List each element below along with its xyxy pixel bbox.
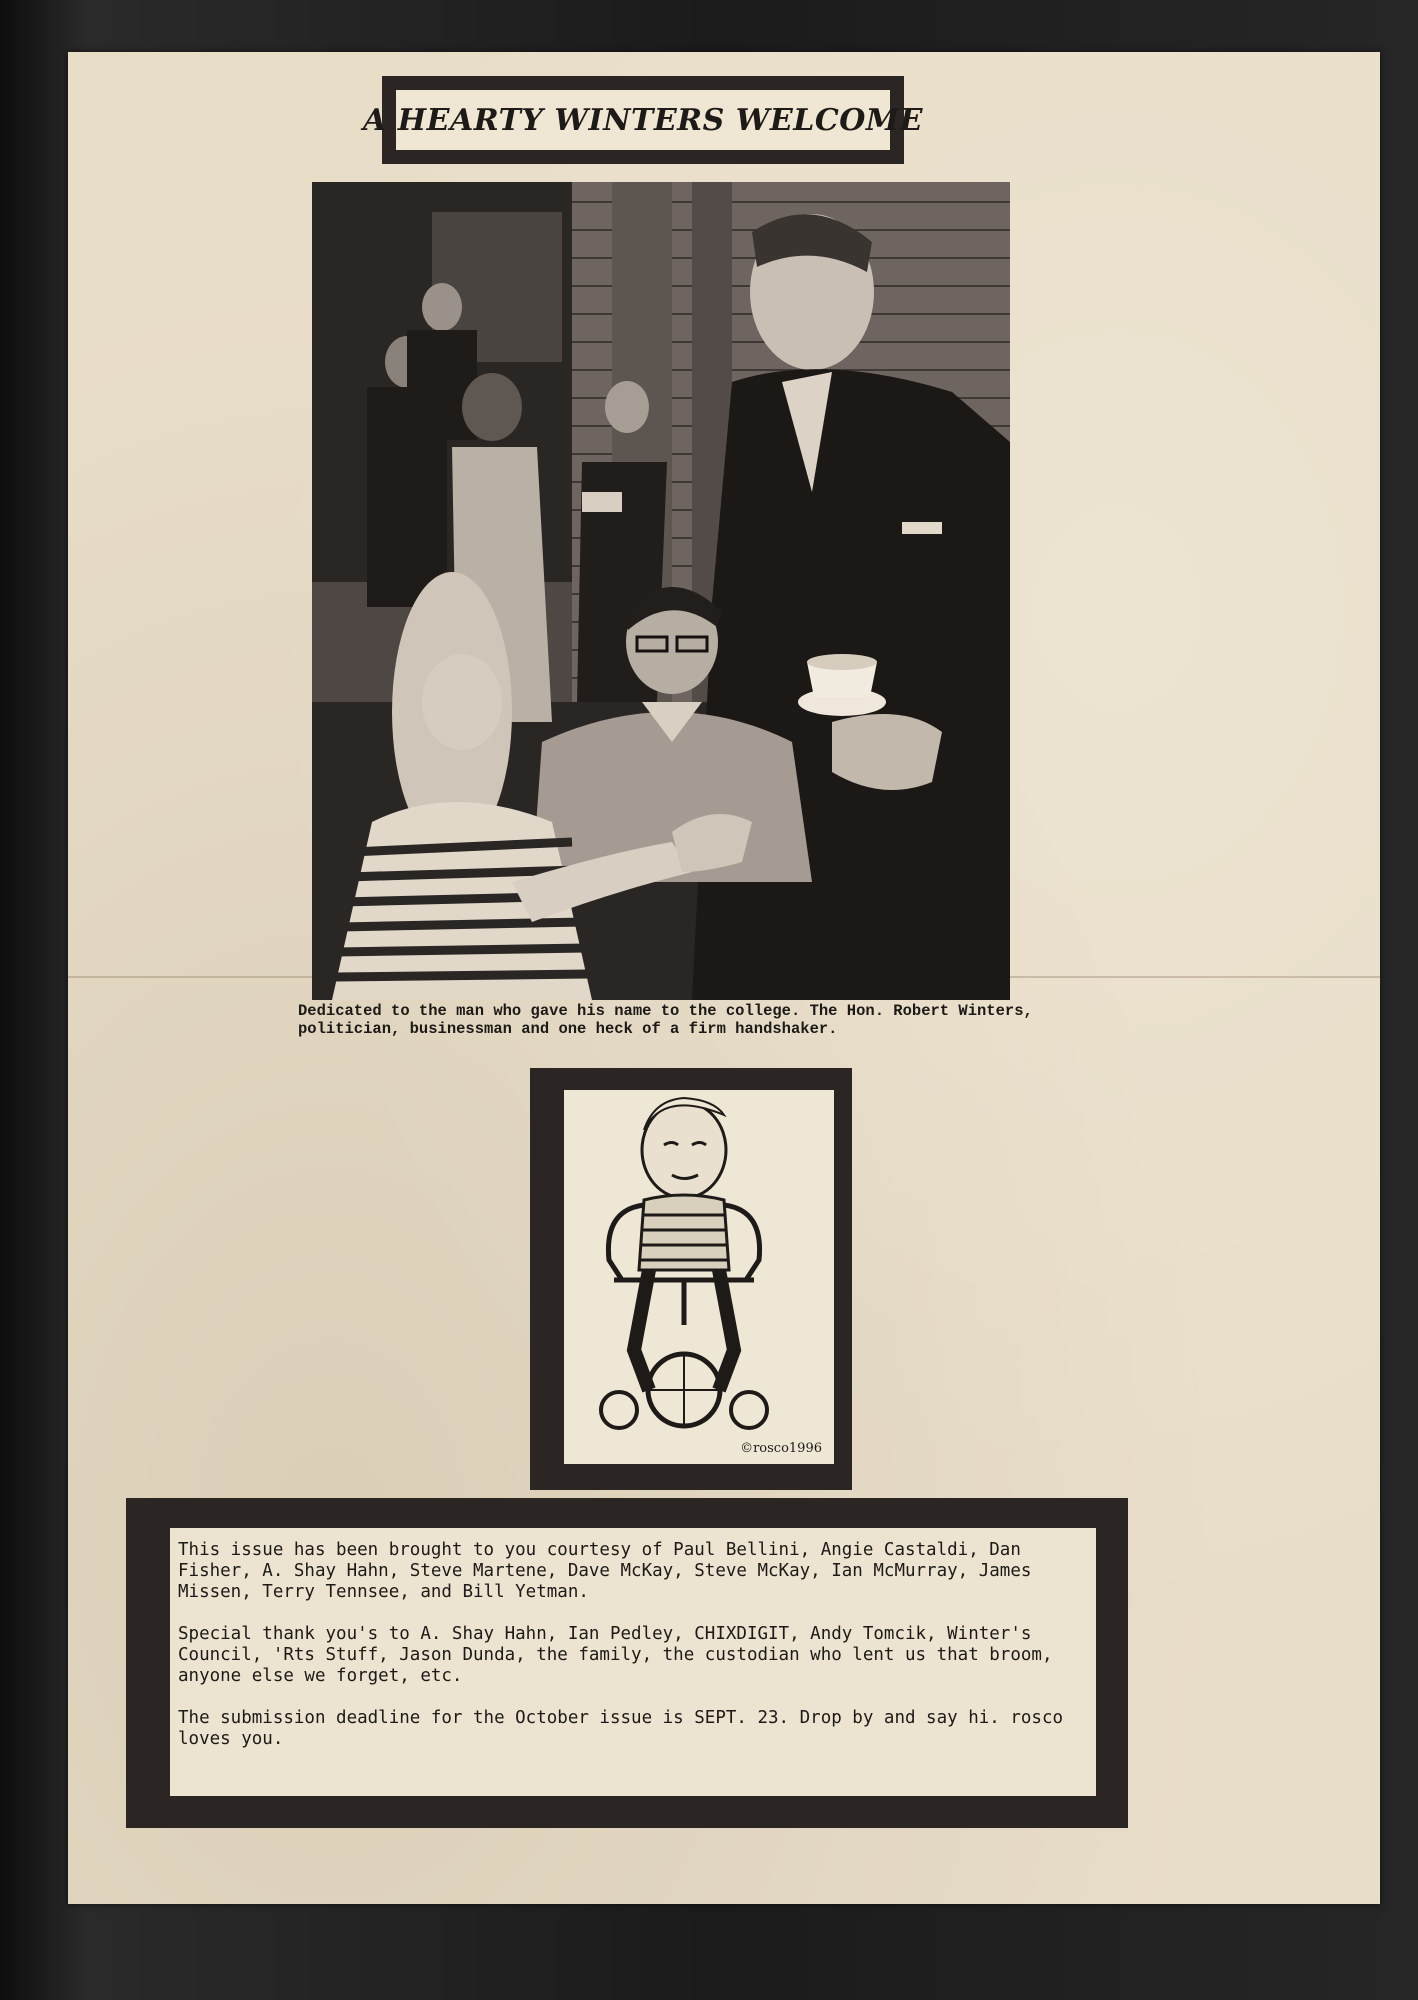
title-banner — [363, 76, 923, 164]
photo-illustration — [312, 182, 1010, 1000]
credits-frame — [126, 1498, 1128, 1828]
contributors-text: This issue has been brought to you courtesy of Paul Bellini, Angie Castaldi, Dan Fisher, A. Shay Hahn, Steve Martene, Dave McKay, Steve McKay, Ian McMurray, James Missen, Terry Tennsee, and Bill Yetman. — [178, 1540, 1032, 1602]
welcome-photo — [312, 182, 1010, 1000]
photo-caption: Dedicated to the man who gave his name to the college. The Hon. Robert Winters, politician, businessman and one heck of a firm handshaker. — [298, 1002, 1033, 1038]
cartoon-frame — [530, 1068, 852, 1490]
deadline-text: The submission deadline for the October issue is SEPT. 23. Drop by and say hi. rosco loves you. — [178, 1708, 1064, 1749]
boy-on-tricycle-illustration — [564, 1090, 834, 1464]
credits-panel — [170, 1528, 1096, 1796]
page-title: A HEARTY WINTERS WELCOME — [363, 102, 923, 138]
cartoon-credit: ©rosco1996 — [740, 1441, 822, 1456]
thanks-text: Special thank you's to A. Shay Hahn, Ian Pedley, CHIXDIGIT, Andy Tomcik, Winter's Council, 'Rts Stuff, Jason Dunda, the family, the custodian who lent us that broom, anyone else we forget, etc. — [178, 1624, 1053, 1686]
title-banner-inner — [363, 90, 923, 150]
cartoon-panel — [564, 1090, 834, 1464]
